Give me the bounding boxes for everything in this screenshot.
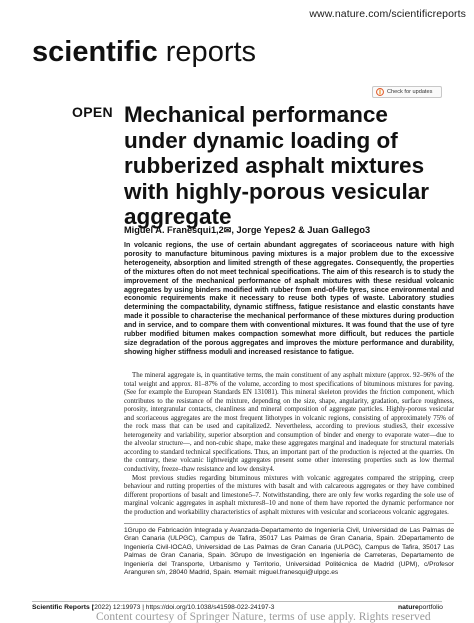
abstract: In volcanic regions, the use of certain abundant aggregates of scoriaceous nature with high porosity to manufacture bituminous paving mixtures is a major problem due to the excessive heterogeneity, absorption and limited strength of these aggregates. Consequently, the properties of the mixtures often do not meet technical specifications. The aim of this research is to study the improvement of the mechanical performance of asphalt mixtures with these residual volcanic aggregates by using binders modified with rubber from end-of-life tyres, since environmental and economic requirements make it necessary to reuse both types of waste. Laboratory studies determining the compactability, dynamic stiffness, fatigue resistance and elastic constants have made it possible to characterise the mechanical performance of these mixtures during production and in service, and to compare them with conventional mixtures. It was found that the use of tyre rubber modified bitumen makes compaction somewhat more difficult, but reduces the particle size degradation of the porous aggregates and improves the mixture performance and durability, showing higher stiffness moduli and increased resistance to fatigue. — [124, 242, 454, 356]
body-paragraph: Most previous studies regarding bituminous mixtures with volcanic aggregates compared the stripping, creep behaviour and rutting properties of the mixtures with basalt and with calcareous aggregates or they have combined different proportions of basalt and limestone5–7. Notwithstanding, there are only few works regarding the sole use of marginal volcanic aggregates in asphalt mixtures8–10 and none of them have reported the dynamic performance nor the production and workability characteristics of asphalt mixtures with vesicular and scoriaceous volcanic aggregates. — [124, 474, 454, 516]
affiliation-divider — [124, 523, 454, 524]
brand-bold: scientific — [32, 36, 158, 68]
publisher-bold: nature — [398, 604, 419, 611]
open-access-label: OPEN — [72, 104, 113, 120]
author-list[interactable]: Miguel A. Franesqui1,2✉, Jorge Yepes2 & Juan Gallego3 — [124, 225, 371, 235]
footer-journal: Scientific Reports | — [32, 604, 94, 611]
body-paragraph: The mineral aggregate is, in quantitative terms, the main constituent of any asphalt mixture (approx. 92–96% of the total weight and approx. 81–87% of the volume, according to most specifications of bituminous mixtures for paving. (See for example the European Standards EN 131081). This mineral skeleton provides the friction component, which contributes to the resistance of the mixture, depending on the size, shape, angularity, gradation, surface roughness, porosity, intergranular contacts, cleanliness and mineral composition of aggregate particles. Highly-porous vesicular and scoriaceous aggregates are the most frequent lithotypes in volcanic regions, consisting of approximately 75% of the rock mass that can be used and capitalized2. Nevertheless, according to previous studies3, their excessive heterogeneity and variability, superior absorption and consumption of binder and energy to evaporate water—due to the alveolar structure—, and non-cubic shape, make these aggregates marginal and inadequate for structural materials according to standard technical specifications. Thus, an important part of the production is rejected at the quarries. On the contrary, these volcanic lightweight aggregates present some other interesting properties such as low thermal conductivity, freeze–thaw resistance and low density4. — [124, 372, 454, 474]
copyright-watermark: Content courtesy of Springer Nature, terms of use apply. Rights reserved — [96, 611, 431, 623]
footer-divider — [32, 601, 442, 602]
top-bar — [0, 0, 474, 30]
check-updates-icon — [376, 83, 384, 101]
check-updates-label: Check for updates — [387, 89, 433, 95]
brand-light: reports — [157, 36, 257, 68]
publisher-light: portfolio — [418, 604, 443, 611]
journal-brand-logo[interactable] — [32, 36, 256, 69]
check-updates-button[interactable] — [372, 86, 442, 98]
journal-url-link[interactable]: www.nature.com/scientificreports — [309, 8, 466, 20]
body-text — [124, 372, 454, 517]
affiliations: 1Grupo de Fabricación Integrada y Avanzada-Departamento de Ingeniería Civil, Universidad de Las Palmas de Gran Canaria (ULPGC), Campus de Tafira, 35017 Las Palmas de Gran Canaria, Spain. 2Departamento de Ingeniería Civil-IOCAG, Universidad de Las Palmas de Gran Canaria (ULPGC), Campus de Tafira, 35017 Las Palmas de Gran Canaria, Spain. 3Grupo de Investigación en Ingeniería de Carreteras, Departamento de Ingeniería del Transporte, Urbanismo y Territorio, Universidad Politécnica de Madrid (UPM), c/Profesor Aranguren s/n, 28040 Madrid, Spain. ✉email: miguel.franesqui@ulpgc.es — [124, 527, 454, 577]
footer-doi-link[interactable]: (2022) 12:19973 | https://doi.org/10.1038/s41598-022-24197-3 — [92, 604, 275, 611]
article-title: Mechanical performance under dynamic loading of rubberized asphalt mixtures with highly‑porous vesicular aggregate — [124, 102, 430, 229]
publisher-logo — [398, 604, 443, 611]
